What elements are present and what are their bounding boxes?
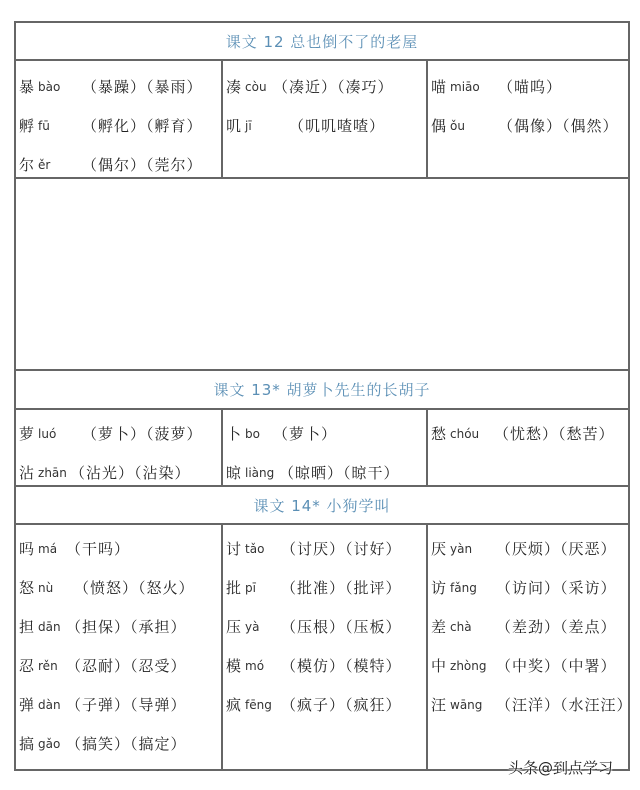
vocab-column-1 xyxy=(16,408,221,485)
vocab-entry xyxy=(431,106,628,145)
vocab-entry xyxy=(226,568,426,607)
vocabulary-table xyxy=(14,21,633,771)
character: 搞 xyxy=(19,735,35,753)
pinyin: dān xyxy=(38,619,61,634)
pinyin: chà xyxy=(450,619,472,634)
vocab-entry xyxy=(19,106,221,145)
character: 晾 xyxy=(226,464,242,482)
lesson-13-row xyxy=(16,408,628,485)
example-words: （偶尔）（莞尔） xyxy=(82,156,203,174)
example-words: （模仿）（模特） xyxy=(281,657,402,675)
vocab-entry xyxy=(19,646,221,685)
lesson-title-text: 课文 12 总也倒不了的老屋 xyxy=(225,32,419,51)
pinyin: ǒu xyxy=(450,118,465,133)
character: 卜 xyxy=(226,425,242,443)
character: 沾 xyxy=(19,464,35,482)
example-words: （干吗） xyxy=(66,540,131,558)
vocab-entry xyxy=(226,67,426,106)
pinyin: ěr xyxy=(38,157,51,172)
lesson-14-row xyxy=(16,523,633,769)
example-words: （忍耐）（忍受） xyxy=(66,657,187,675)
pinyin: luó xyxy=(38,426,57,441)
character: 批 xyxy=(226,579,242,597)
vocab-entry xyxy=(431,414,628,453)
character: 暴 xyxy=(19,78,35,96)
character: 讨 xyxy=(226,540,242,558)
lesson-title-text: 课文 13* 胡萝卜先生的长胡子 xyxy=(213,381,431,399)
lesson-14-title xyxy=(16,485,628,525)
lesson-12-title xyxy=(16,23,628,61)
character: 厌 xyxy=(431,540,447,558)
pinyin: tǎo xyxy=(245,541,265,556)
character: 疯 xyxy=(226,696,242,714)
example-words: （叽叽喳喳） xyxy=(289,117,386,135)
pinyin: fū xyxy=(38,118,50,133)
example-words: （压根）（压板） xyxy=(281,618,402,636)
character: 喵 xyxy=(431,78,447,96)
lesson-13-title xyxy=(16,369,628,410)
vocab-column-3 xyxy=(426,408,628,485)
vocab-entry xyxy=(19,607,221,646)
example-words: （批准）（批评） xyxy=(281,579,402,597)
pinyin: fēng xyxy=(245,697,272,712)
character: 萝 xyxy=(19,425,35,443)
example-words: （担保）（承担） xyxy=(66,618,187,636)
pinyin: bào xyxy=(38,79,61,94)
character: 愁 xyxy=(431,425,447,443)
pinyin: má xyxy=(38,541,58,556)
example-words: （厌烦）（厌恶） xyxy=(496,540,617,558)
pinyin: bo xyxy=(245,426,260,441)
pinyin: liàng xyxy=(245,465,275,480)
vocab-column-2 xyxy=(221,408,426,485)
character: 访 xyxy=(431,579,447,597)
blank-area xyxy=(16,177,628,369)
pinyin: chóu xyxy=(450,426,480,441)
character: 弹 xyxy=(19,696,35,714)
character: 中 xyxy=(431,657,447,675)
pinyin: zhòng xyxy=(450,658,487,673)
pinyin: zhān xyxy=(38,465,67,480)
vocab-entry xyxy=(19,568,221,607)
vocab-entry xyxy=(19,724,221,763)
example-words: （偶像）（偶然） xyxy=(498,117,619,135)
example-words: （孵化）（孵育） xyxy=(82,117,203,135)
vocab-entry xyxy=(19,67,221,106)
vocab-entry xyxy=(431,67,628,106)
example-words: （讨厌）（讨好） xyxy=(281,540,402,558)
example-words: （搞笑）（搞定） xyxy=(66,735,187,753)
example-words: （凑近）（凑巧） xyxy=(273,78,394,96)
vocab-entry xyxy=(19,529,221,568)
character: 尔 xyxy=(19,156,35,174)
lesson-12-row xyxy=(16,61,628,177)
pinyin: rěn xyxy=(38,658,58,673)
example-words: （汪洋）（水汪汪） xyxy=(496,696,633,714)
pinyin: dàn xyxy=(38,697,61,712)
vocab-entry xyxy=(431,607,628,646)
vocab-entry xyxy=(226,106,426,145)
pinyin: wāng xyxy=(450,697,483,712)
pinyin: miāo xyxy=(450,79,480,94)
example-words: （疯子）（疯狂） xyxy=(281,696,402,714)
character: 叽 xyxy=(226,117,242,135)
vocab-entry xyxy=(431,646,628,685)
vocab-entry xyxy=(226,529,426,568)
pinyin: fǎng xyxy=(450,580,477,595)
pinyin: yàn xyxy=(450,541,473,556)
vocab-entry xyxy=(431,568,628,607)
pinyin: jī xyxy=(245,118,252,133)
example-words: （忧愁）（愁苦） xyxy=(494,425,615,443)
example-words: （萝卜） xyxy=(273,425,338,443)
vocab-entry xyxy=(226,414,426,453)
vocab-entry xyxy=(226,685,426,724)
character: 汪 xyxy=(431,696,447,714)
example-words: （喵呜） xyxy=(498,78,563,96)
character: 凑 xyxy=(226,78,242,96)
example-words: （子弹）（导弹） xyxy=(66,696,187,714)
character: 忍 xyxy=(19,657,35,675)
character: 担 xyxy=(19,618,35,636)
lesson-title-text: 课文 14* 小狗学叫 xyxy=(253,496,391,515)
character: 差 xyxy=(431,618,447,636)
example-words: （中奖）（中署） xyxy=(496,657,617,675)
character: 偶 xyxy=(431,117,447,135)
vocab-entry xyxy=(19,414,221,453)
watermark: 头条@到点学习 xyxy=(508,759,614,777)
vocab-column-1 xyxy=(16,523,221,769)
vocab-entry xyxy=(226,607,426,646)
example-words: （愤怒）（怒火） xyxy=(74,579,195,597)
vocab-column-2 xyxy=(221,523,426,769)
example-words: （访问）（采访） xyxy=(496,579,617,597)
vocab-column-1 xyxy=(16,61,221,177)
vocab-entry xyxy=(19,685,221,724)
pinyin: còu xyxy=(245,79,267,94)
example-words: （沾光）（沾染） xyxy=(70,464,191,482)
vocab-column-3 xyxy=(426,523,633,769)
pinyin: mó xyxy=(245,658,265,673)
character: 模 xyxy=(226,657,242,675)
vocab-column-3 xyxy=(426,61,628,177)
pinyin: nù xyxy=(38,580,54,595)
pinyin: gǎo xyxy=(38,736,61,751)
pinyin: pī xyxy=(245,580,256,595)
example-words: （晾晒）（晾干） xyxy=(279,464,400,482)
character: 吗 xyxy=(19,540,35,558)
character: 孵 xyxy=(19,117,35,135)
vocab-entry xyxy=(431,529,628,568)
vocab-entry xyxy=(431,685,633,724)
example-words: （萝卜）（菠萝） xyxy=(82,425,203,443)
example-words: （差劲）（差点） xyxy=(496,618,617,636)
pinyin: yà xyxy=(245,619,260,634)
character: 压 xyxy=(226,618,242,636)
vocab-entry xyxy=(226,646,426,685)
example-words: （暴躁）（暴雨） xyxy=(82,78,203,96)
vocab-column-2 xyxy=(221,61,426,177)
character: 怒 xyxy=(19,579,35,597)
